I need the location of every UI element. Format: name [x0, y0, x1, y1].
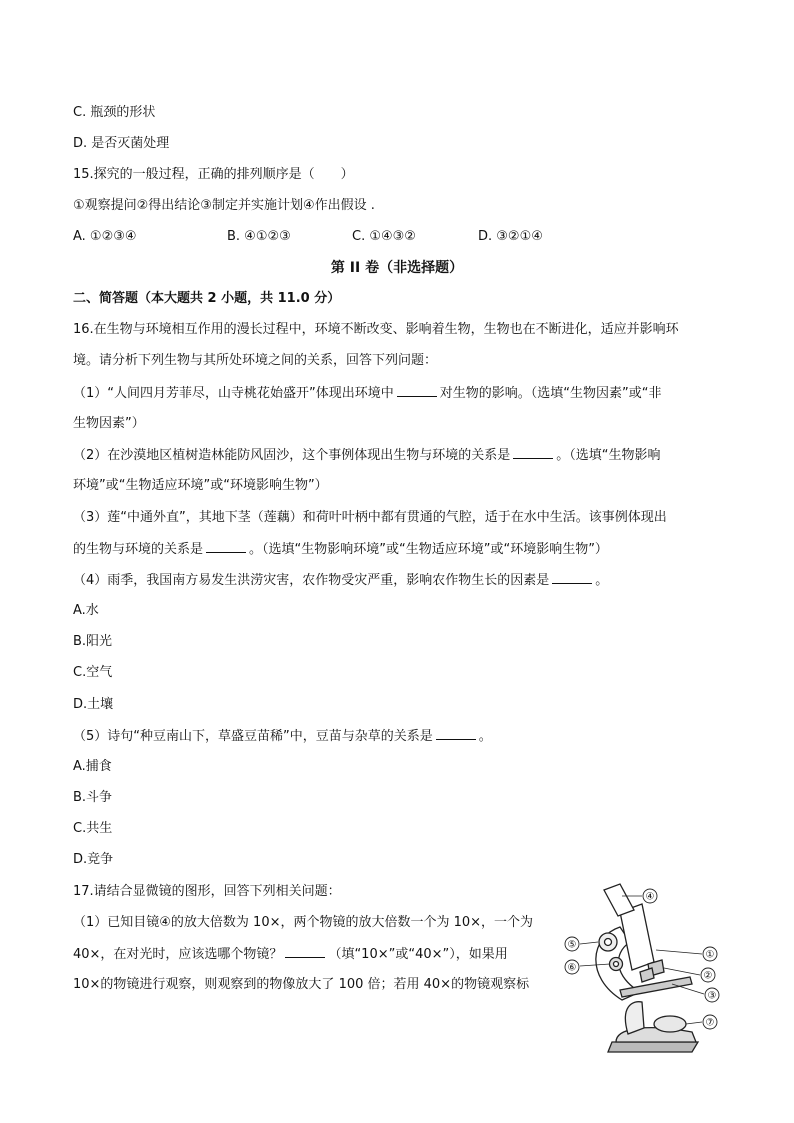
label-6: ⑥ [567, 962, 577, 974]
label-3: ③ [707, 990, 717, 1002]
q15-option-d: D. ③②①④ [478, 229, 543, 244]
q17-part1-line1: （1）已知目镜④的放大倍数为 10×，两个物镜的放大倍数一个为 10×，一个为 [73, 915, 534, 930]
q16-p5-option-a: A.捕食 [73, 759, 112, 774]
q17-part1-line2: 40×，在对光时，应该选哪个物镜？ （填“10×”或“40×”），如果用 [73, 947, 508, 962]
q15-stem: 15.探究的一般过程，正确的排列顺序是（ ） [73, 167, 354, 182]
answer-blank[interactable] [436, 727, 476, 740]
answer-blank[interactable] [206, 540, 246, 553]
q16-p5-option-d: D.竞争 [73, 852, 114, 867]
q17-part1-line3: 10×的物镜进行观察，则观察到的物像放大了 100 倍；若用 40×的物镜观察标 [73, 977, 530, 992]
q16-stem-line2: 境。请分析下列生物与其所处环境之间的关系，回答下列问题： [73, 353, 438, 368]
label-4: ④ [645, 891, 655, 903]
q16-part1-line2: 生物因素”） [73, 416, 145, 431]
q16-part1: （1）“人间四月芳菲尽，山寺桃花始盛开”体现出环境中 对生物的影响。（选填“生物因素”或“非 [73, 386, 662, 401]
q17-stem: 17.请结合显微镜的图形，回答下列相关问题： [73, 884, 341, 899]
answer-blank[interactable] [552, 571, 592, 584]
q16-p4-option-c: C.空气 [73, 665, 113, 680]
q15-option-b: B. ④①②③ [227, 229, 291, 244]
part2-title: 第 II 卷（非选择题） [330, 260, 464, 276]
q15-option-c: C. ①④③② [352, 229, 416, 244]
q15-steps: ①观察提问②得出结论③制定并实施计划④作出假设 . [73, 198, 375, 213]
answer-blank[interactable] [285, 945, 325, 958]
label-7: ⑦ [705, 1017, 715, 1029]
section2-heading: 二、简答题（本大题共 2 小题，共 11.0 分） [73, 291, 341, 306]
answer-blank[interactable] [513, 446, 553, 459]
label-1: ① [705, 949, 715, 961]
q16-part2: （2）在沙漠地区植树造林能防风固沙，这个事例体现出生物与环境的关系是 。（选填“生物影响 [73, 448, 661, 463]
q16-part5: （5）诗句“种豆南山下，草盛豆苗稀”中，豆苗与杂草的关系是 。 [73, 729, 492, 744]
q16-stem-line1: 16.在生物与环境相互作用的漫长过程中，环境不断改变、影响着生物，生物也在不断进化，适应并影响环 [73, 322, 679, 337]
q16-part3-line1: （3）莲“中通外直”，其地下茎（莲藕）和荷叶叶柄中都有贯通的气腔，适于在水中生活。该事例体现出 [73, 510, 667, 525]
q16-part4: （4）雨季，我国南方易发生洪涝灾害，农作物受灾严重，影响农作物生长的因素是 。 [73, 573, 609, 588]
microscope-diagram [560, 882, 730, 1062]
label-2: ② [703, 970, 713, 982]
q16-p4-option-b: B.阳光 [73, 634, 113, 649]
q16-p5-option-c: C.共生 [73, 821, 113, 836]
answer-blank[interactable] [397, 384, 437, 397]
q16-part3-line2: 的生物与环境的关系是 。（选填“生物影响环境”或“生物适应环境”或“环境影响生物”） [73, 542, 608, 557]
q14-option-c: C. 瓶颈的形状 [73, 105, 156, 120]
q16-p5-option-b: B.斗争 [73, 790, 113, 805]
q16-p4-option-d: D.土壤 [73, 697, 114, 712]
q16-part2-line2: 环境”或“生物适应环境”或“环境影响生物”） [73, 478, 328, 493]
q16-p4-option-a: A.水 [73, 603, 99, 618]
q14-option-d: D. 是否灭菌处理 [73, 136, 170, 151]
q15-option-a: A. ①②③④ [73, 229, 137, 244]
label-5: ⑤ [567, 939, 577, 951]
